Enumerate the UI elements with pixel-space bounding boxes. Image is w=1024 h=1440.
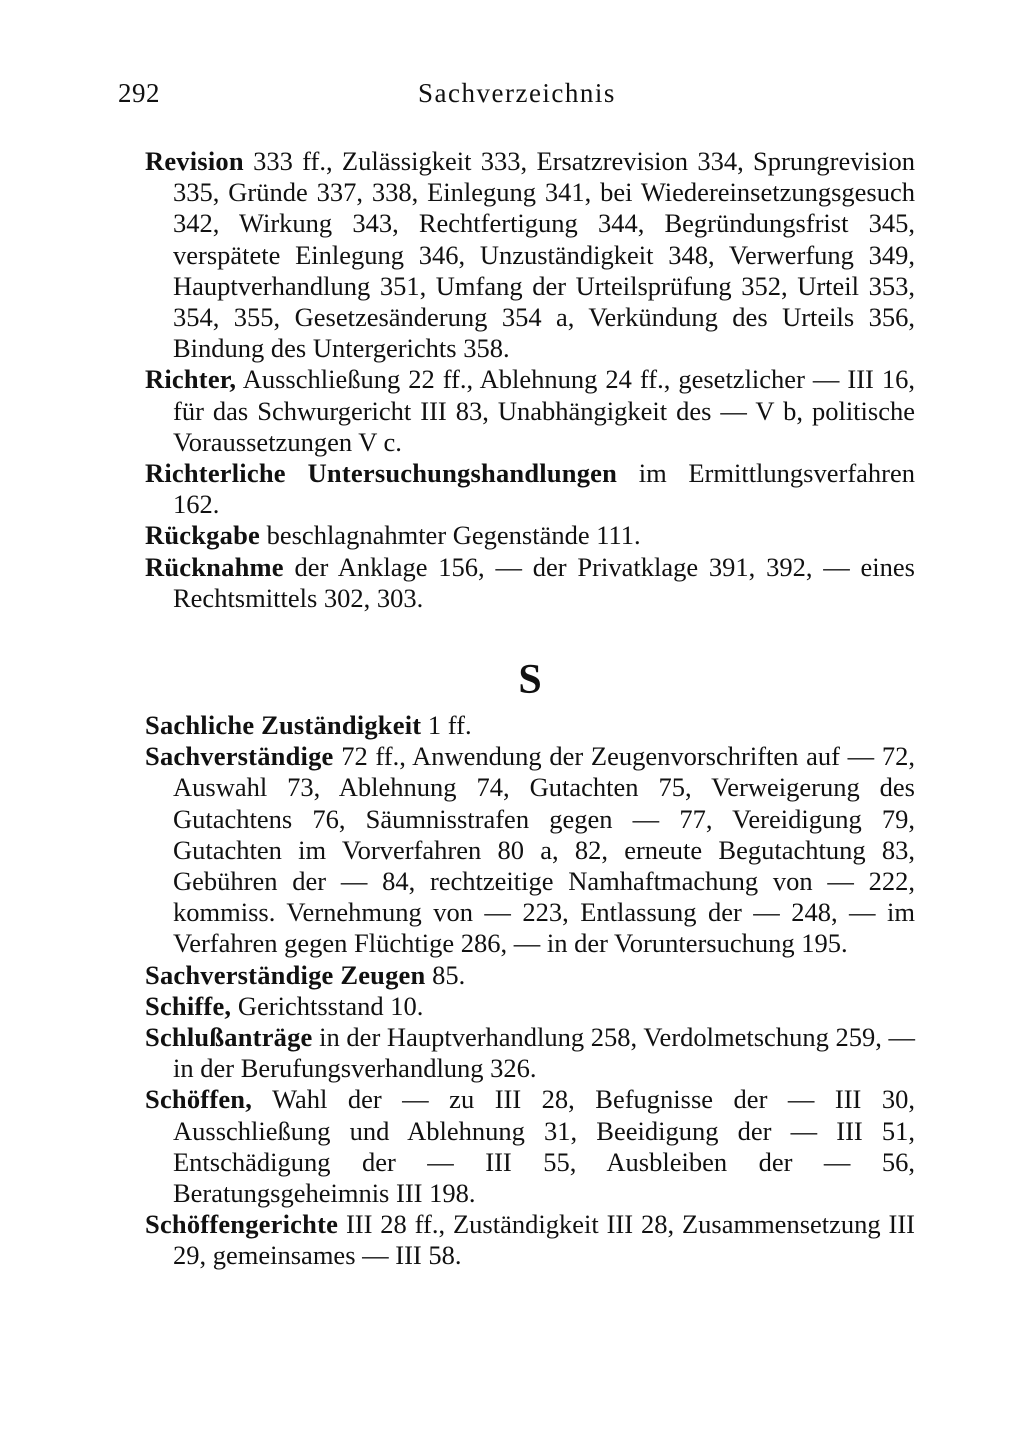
index-entry [145,710,915,741]
index-entry [145,458,915,520]
entry-text: der Anklage 156, — der Privatklage 391, 392, — eines Rechtsmittels 302, 303. [173,551,915,613]
index-entry [145,741,915,959]
index-block-r [145,146,915,614]
entry-text: 333 ff., Zulässigkeit 333, Ersatzrevision 334, Sprungrevision 335, Gründe 337, 338, Einlegung 341, bei Wiedereinsetzungsgesuch 342, Wirkung 343, Rechtfertigung 344, Begründungsfrist 345, verspätete Einlegung 346, Unzuständigkeit 348, Verwerfung 349, Hauptverhandlung 351, Umfang der Urteilsprüfung 352, Urteil 353, 354, 355, Gesetzesänderung 354 a, Verkündung des Urteils 356, Bindung des Untergerichts 358. [173,146,915,364]
index-entry [145,1209,915,1271]
entry-text: 1 ff. [421,710,472,740]
entry-term: Richterliche Untersuchungshandlungen [145,458,618,489]
section-letter: S [518,657,542,703]
entry-term: Sachverständige Zeugen [145,959,426,990]
entry-term: Revision [145,146,244,176]
index-entry [145,364,915,458]
entry-text: Gerichtsstand 10. [231,990,424,1021]
entry-term: Schlußanträge [145,1022,313,1053]
entry-text: Ausschließung 22 ff., Ablehnung 24 ff., gesetzlicher — III 16, für das Schwurgericht III 83, Unabhängigkeit des — V b, politische Voraussetzungen V c. [173,364,915,457]
index-entry [145,1022,915,1084]
index-entry [145,960,915,991]
index-entry [145,1084,915,1209]
entry-text: III 28 ff., Zuständigkeit III 28, Zusammensetzung III 29, gemeinsames — III 58. [173,1209,915,1271]
page-number: 292 [118,78,160,108]
entry-text: in der Hauptverhandlung 258, Verdolmetschung 259, — in der Berufungsverhandlung 326. [173,1022,915,1084]
index-entry [145,991,915,1022]
entry-term: Rückgabe [145,520,260,551]
entry-term: Sachliche Zuständigkeit [145,710,422,740]
index-entry [145,146,915,364]
entry-text: im Ermittlungsverfahren 162. [173,458,915,520]
entry-term: Richter, [145,364,237,395]
entry-text: 85. [425,959,466,990]
entry-text: beschlagnahmter Gegenstände 111. [259,520,641,551]
index-entry [145,552,915,614]
entry-text: Wahl der — zu III 28, Befugnisse der — III 30, Ausschließung und Ablehnung 31, Beeidigung der — III 51, Entschädigung der — III 55, Ausbleiben der — 56, Beratungsgeheimnis III 198. [173,1084,915,1209]
entry-term: Sachverständige [145,741,334,772]
index-entry [145,520,915,551]
index-block-s [145,710,915,1272]
entry-term: Schöffen, [145,1084,253,1115]
running-head [118,78,918,118]
entry-term: Schiffe, [145,990,232,1021]
entry-term: Schöffengerichte [145,1209,339,1240]
entry-term: Rücknahme [145,551,284,582]
entry-text: 72 ff., Anwendung der Zeugenvorschriften auf — 72, Auswahl 73, Ablehnung 74, Gutachten 75, Verweigerung des Gutachtens 76, Säumnisstrafen gegen — 77, Vereidigung 79, Gutachten im Vorverfahren 80 a, 82, erneute Begutachtung 83, Gebühren der — 84, rechtzeitige Namhaftmachung von — 222, kommiss. Vernehmung von — 223, Entlassung der — 248, — im Verfahren gegen Flüchtige 286, — in der Voruntersuchung 195. [173,741,915,959]
page-title: Sachverzeichnis [418,78,616,108]
